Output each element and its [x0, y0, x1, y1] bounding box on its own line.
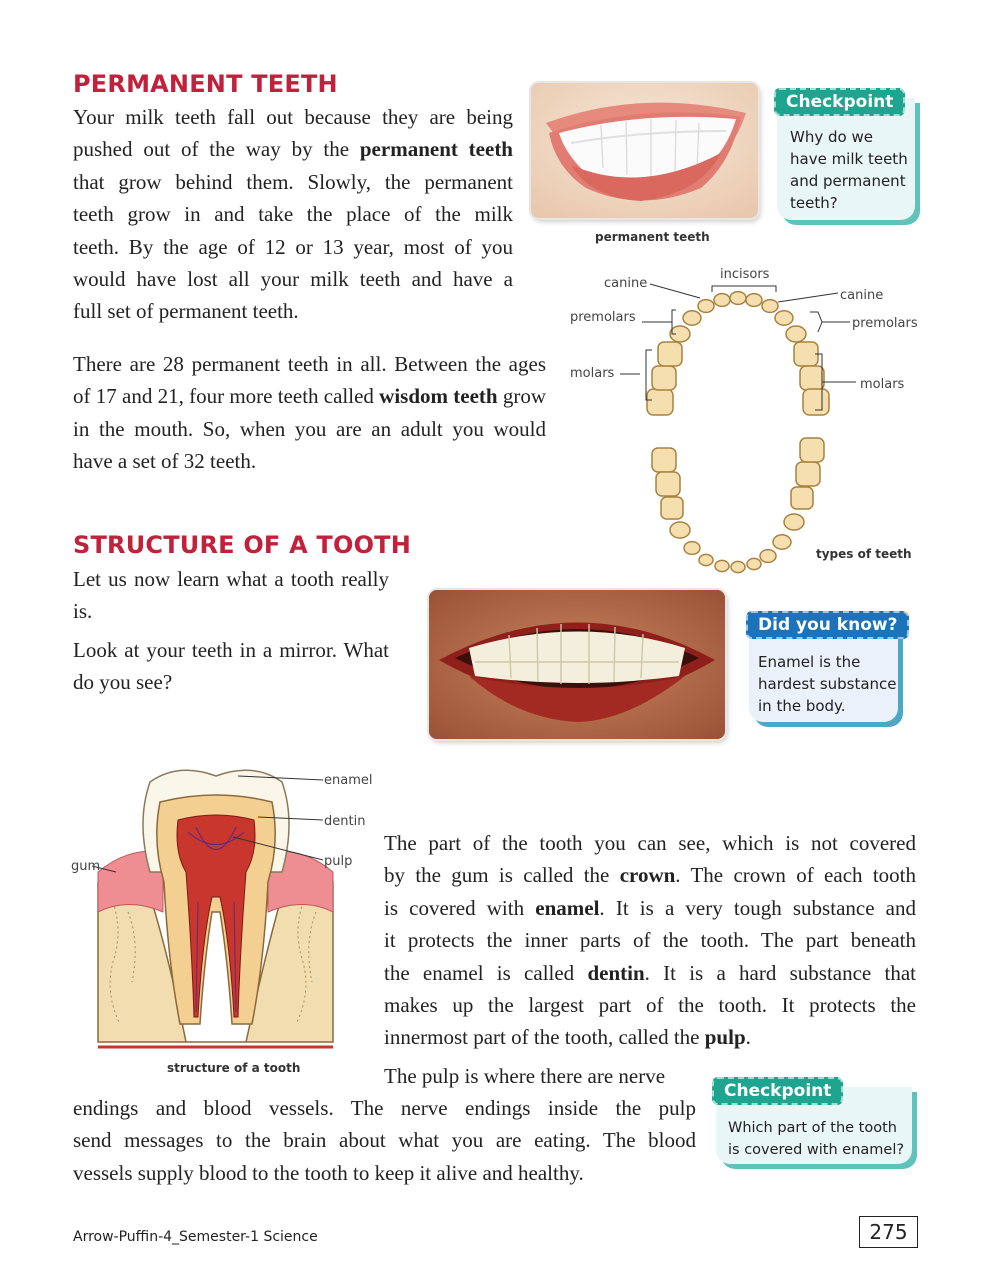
- tooth: [652, 366, 676, 390]
- tooth: [796, 462, 820, 486]
- tooth: [647, 389, 673, 415]
- tooth: [786, 326, 806, 342]
- tooth: [683, 311, 701, 325]
- line: endings and blood vessels. The nerve endings inside the pulp: [73, 1096, 696, 1120]
- label-pulp: pulp: [324, 854, 353, 869]
- line: the enamel is called dentin. It is a hard substance that: [384, 960, 916, 985]
- checkpoint-text-2: Which part of the tooth is covered with enamel?: [728, 1120, 905, 1158]
- structure-intro-paragraph: Let us now learn what a tooth really is.: [73, 567, 389, 624]
- tooth: [746, 294, 762, 307]
- line: vessels supply blood to the tooth to keep it alive and healthy.: [73, 1160, 584, 1185]
- tooth: [800, 438, 824, 462]
- label-gum: gum: [71, 859, 101, 874]
- checkpoint-tag-1: Checkpoint: [774, 88, 905, 116]
- label-molars-left: molars: [570, 366, 615, 381]
- page-number: 275: [859, 1216, 918, 1248]
- label-premolars-left: premolars: [570, 310, 636, 325]
- label-incisors: incisors: [720, 267, 770, 282]
- tooth: [698, 300, 714, 313]
- line: innermost part of the tooth, called the pulp.: [384, 1025, 751, 1050]
- line: pushed out of the way by the permanent teeth: [73, 137, 513, 162]
- smile-image: [531, 83, 758, 218]
- tooth: [747, 558, 761, 569]
- types-of-teeth-caption: types of teeth: [816, 547, 912, 561]
- tooth: [670, 522, 690, 538]
- tooth: [684, 542, 700, 555]
- permanent-teeth-caption: permanent teeth: [595, 230, 710, 244]
- permanent-teeth-paragraph: [73, 101, 513, 328]
- tooth: [784, 514, 804, 530]
- checkpoint-tag-2: Checkpoint: [712, 1077, 843, 1105]
- heading-structure-of-tooth: STRUCTURE OF A TOOTH: [73, 531, 412, 559]
- tooth: [661, 497, 683, 519]
- line: Your milk teeth fall out because they are being: [73, 105, 513, 129]
- tooth: [760, 550, 776, 563]
- tooth: [715, 560, 729, 571]
- tooth: [652, 448, 676, 472]
- tooth: [656, 472, 680, 496]
- tooth: [714, 294, 730, 307]
- book-title-footer: Arrow-Puffin-4_Semester-1 Science: [73, 1229, 318, 1245]
- pulp-paragraph-line1: The pulp is where there are nerve: [384, 1064, 666, 1088]
- tooth: [658, 342, 682, 366]
- label-enamel: enamel: [324, 773, 373, 788]
- line: it protects the inner parts of the tooth. The part beneath: [384, 928, 916, 953]
- tooth: [803, 389, 829, 415]
- line: teeth grow in and take the place of the milk: [73, 202, 513, 227]
- line: that grow behind them. Slowly, the permanent: [73, 169, 513, 194]
- tooth: [800, 366, 824, 390]
- tooth: [762, 300, 778, 313]
- did-you-know-text: Enamel is the hardest substance in the body.: [758, 653, 897, 715]
- line: by the gum is called the crown. The crown of each tooth: [384, 863, 916, 888]
- teeth-closeup-image: [429, 590, 725, 739]
- tooth-structure-diagram: [68, 762, 378, 1082]
- label-dentin: dentin: [324, 814, 366, 829]
- crown-paragraph: [384, 827, 916, 1054]
- tooth: [794, 342, 818, 366]
- wisdom-teeth-paragraph: There are 28 permanent teeth in all. Between the ages of 17 and 21, four more teeth called wisdom teeth grow in the mouth. So, when you are an adult you would have a set of 32 teeth.: [73, 352, 546, 474]
- tooth-structure-caption: structure of a tooth: [167, 1061, 301, 1075]
- tooth: [773, 535, 791, 549]
- tooth: [775, 311, 793, 325]
- pulp-paragraph-rest: [73, 1092, 696, 1189]
- mirror-paragraph: Look at your teeth in a mirror. What do you see?: [73, 638, 389, 695]
- tooth: [731, 561, 745, 572]
- line: teeth. By the age of 12 or 13 year, most of you: [73, 234, 513, 259]
- label-canine-right: canine: [840, 288, 884, 303]
- line: makes up the largest part of the tooth. It protects the: [384, 993, 916, 1018]
- line: send messages to the brain about what you are eating. The blood: [73, 1128, 696, 1153]
- line: is covered with enamel. It is a very tough substance and: [384, 895, 916, 920]
- tooth: [730, 292, 746, 305]
- checkpoint-text-1: Why do we have milk teeth and permanent teeth?: [790, 128, 908, 212]
- tooth: [699, 554, 713, 565]
- label-premolars-right: premolars: [852, 316, 918, 331]
- types-of-teeth-diagram: [560, 262, 920, 582]
- tooth: [791, 487, 813, 509]
- heading-permanent-teeth: PERMANENT TEETH: [73, 70, 338, 98]
- did-you-know-tag: Did you know?: [746, 611, 909, 639]
- line: The part of the tooth you can see, which is not covered: [384, 831, 916, 855]
- line: would have lost all your milk teeth and have a: [73, 267, 513, 292]
- line: full set of permanent teeth.: [73, 299, 299, 324]
- permanent-teeth-photo: [531, 83, 758, 218]
- label-canine-left: canine: [604, 276, 648, 291]
- label-molars-right: molars: [860, 377, 905, 392]
- teeth-closeup-photo: [429, 590, 725, 739]
